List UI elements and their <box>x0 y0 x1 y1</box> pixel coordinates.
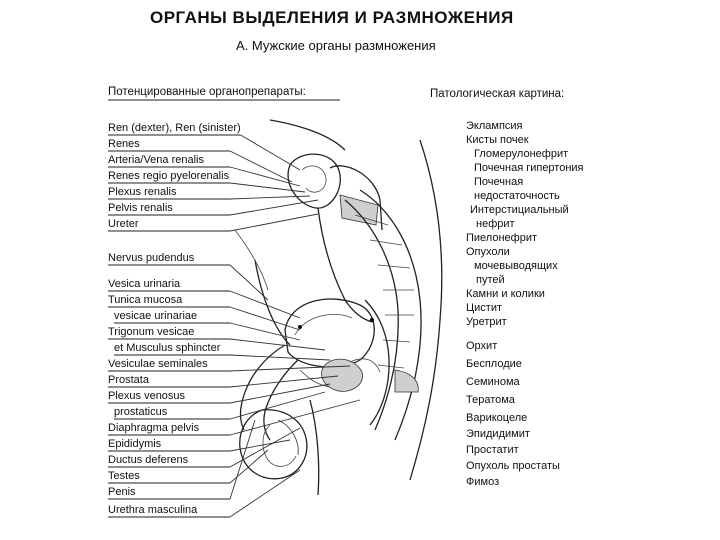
organ-item: prostaticus <box>114 406 168 418</box>
pathology-item: Цистит <box>466 302 503 314</box>
organ-item: Urethra masculina <box>108 504 198 516</box>
pathology-item: Эклампсия <box>466 120 523 132</box>
organ-item: et Musculus sphincter <box>114 342 221 354</box>
pathology-item: Бесплодие <box>466 358 522 370</box>
leader-line <box>230 355 330 360</box>
organ-item: Tunica mucosa <box>108 294 183 306</box>
pathology-item: Камни и колики <box>466 288 545 300</box>
leader-line <box>230 167 300 186</box>
pathology-item: недостаточность <box>474 190 560 202</box>
leader-line <box>230 323 300 340</box>
pathology-item: Варикоцеле <box>466 412 528 424</box>
organ-item: Plexus venosus <box>108 390 186 402</box>
organ-item: Ren (dexter), Ren (sinister) <box>108 122 241 134</box>
pathology-item: Простатит <box>466 444 519 456</box>
pathology-item: Пиелонефрит <box>466 232 538 244</box>
page-subtitle: А. Мужские органы размножения <box>236 38 436 53</box>
pathology-item: путей <box>476 274 505 286</box>
pathology-item: Почечная <box>474 176 524 188</box>
organ-item: Ureter <box>108 218 139 230</box>
pathology-item: Опухоли <box>466 246 510 258</box>
organ-item: Arteria/Vena renalis <box>108 154 204 166</box>
pathology-item: нефрит <box>476 218 515 230</box>
pathology-item: Гломерулонефрит <box>474 148 569 160</box>
pathology-heading: Патологическая картина: <box>430 88 565 100</box>
leader-line <box>230 450 268 483</box>
pathology-item: Орхит <box>466 340 498 352</box>
organ-item: Penis <box>108 486 136 498</box>
organ-item: Trigonum vesicae <box>108 326 195 338</box>
pathology-item: Интерстициальный <box>470 204 569 216</box>
pathology-item: Эпидидимит <box>466 428 530 440</box>
pathology-item: Семинома <box>466 376 520 388</box>
pathology-item: Опухоль простаты <box>466 460 560 472</box>
pathology-item: Кисты почек <box>466 134 529 146</box>
organ-item: Vesiculae seminales <box>108 358 208 370</box>
leader-line <box>230 440 290 451</box>
leader-line <box>230 265 268 300</box>
pathology-item: мочевыводящих <box>474 260 558 272</box>
organ-item: Pelvis renalis <box>108 202 173 214</box>
leader-line <box>230 339 325 350</box>
organ-item: Diaphragma pelvis <box>108 422 200 434</box>
organ-preparations-heading: Потенцированные органопрепараты: <box>108 86 306 98</box>
leader-line <box>230 151 292 182</box>
prostate-illustration <box>300 359 380 392</box>
organ-item: Ductus deferens <box>108 454 189 466</box>
organ-item: Vesica urinaria <box>108 278 181 290</box>
organ-item: Renes regio pyelorenalis <box>108 170 230 182</box>
organ-item: Prostata <box>108 374 149 386</box>
pathology-item: Фимоз <box>466 476 500 488</box>
organ-item: Nervus pudendus <box>108 252 195 264</box>
organ-item: vesicae urinariae <box>114 310 198 322</box>
pathology-item: Тератома <box>466 394 515 406</box>
ureter-illustration <box>318 208 372 322</box>
organ-item: Renes <box>108 138 140 150</box>
leader-line <box>241 135 300 170</box>
organ-item: Epididymis <box>108 438 162 450</box>
bladder-illustration <box>285 299 374 367</box>
pathology-item: Почечная гипертония <box>474 162 584 174</box>
pathology-item: Уретрит <box>466 316 507 328</box>
organ-item: Testes <box>108 470 140 482</box>
organ-item: Plexus renalis <box>108 186 177 198</box>
page-title: ОРГАНЫ ВЫДЕЛЕНИЯ И РАЗМНОЖЕНИЯ <box>150 8 514 27</box>
leader-line <box>230 214 318 231</box>
leader-lines <box>230 135 360 517</box>
rectum-illustration <box>365 300 389 425</box>
leader-line <box>230 291 300 318</box>
leader-line <box>230 200 318 215</box>
